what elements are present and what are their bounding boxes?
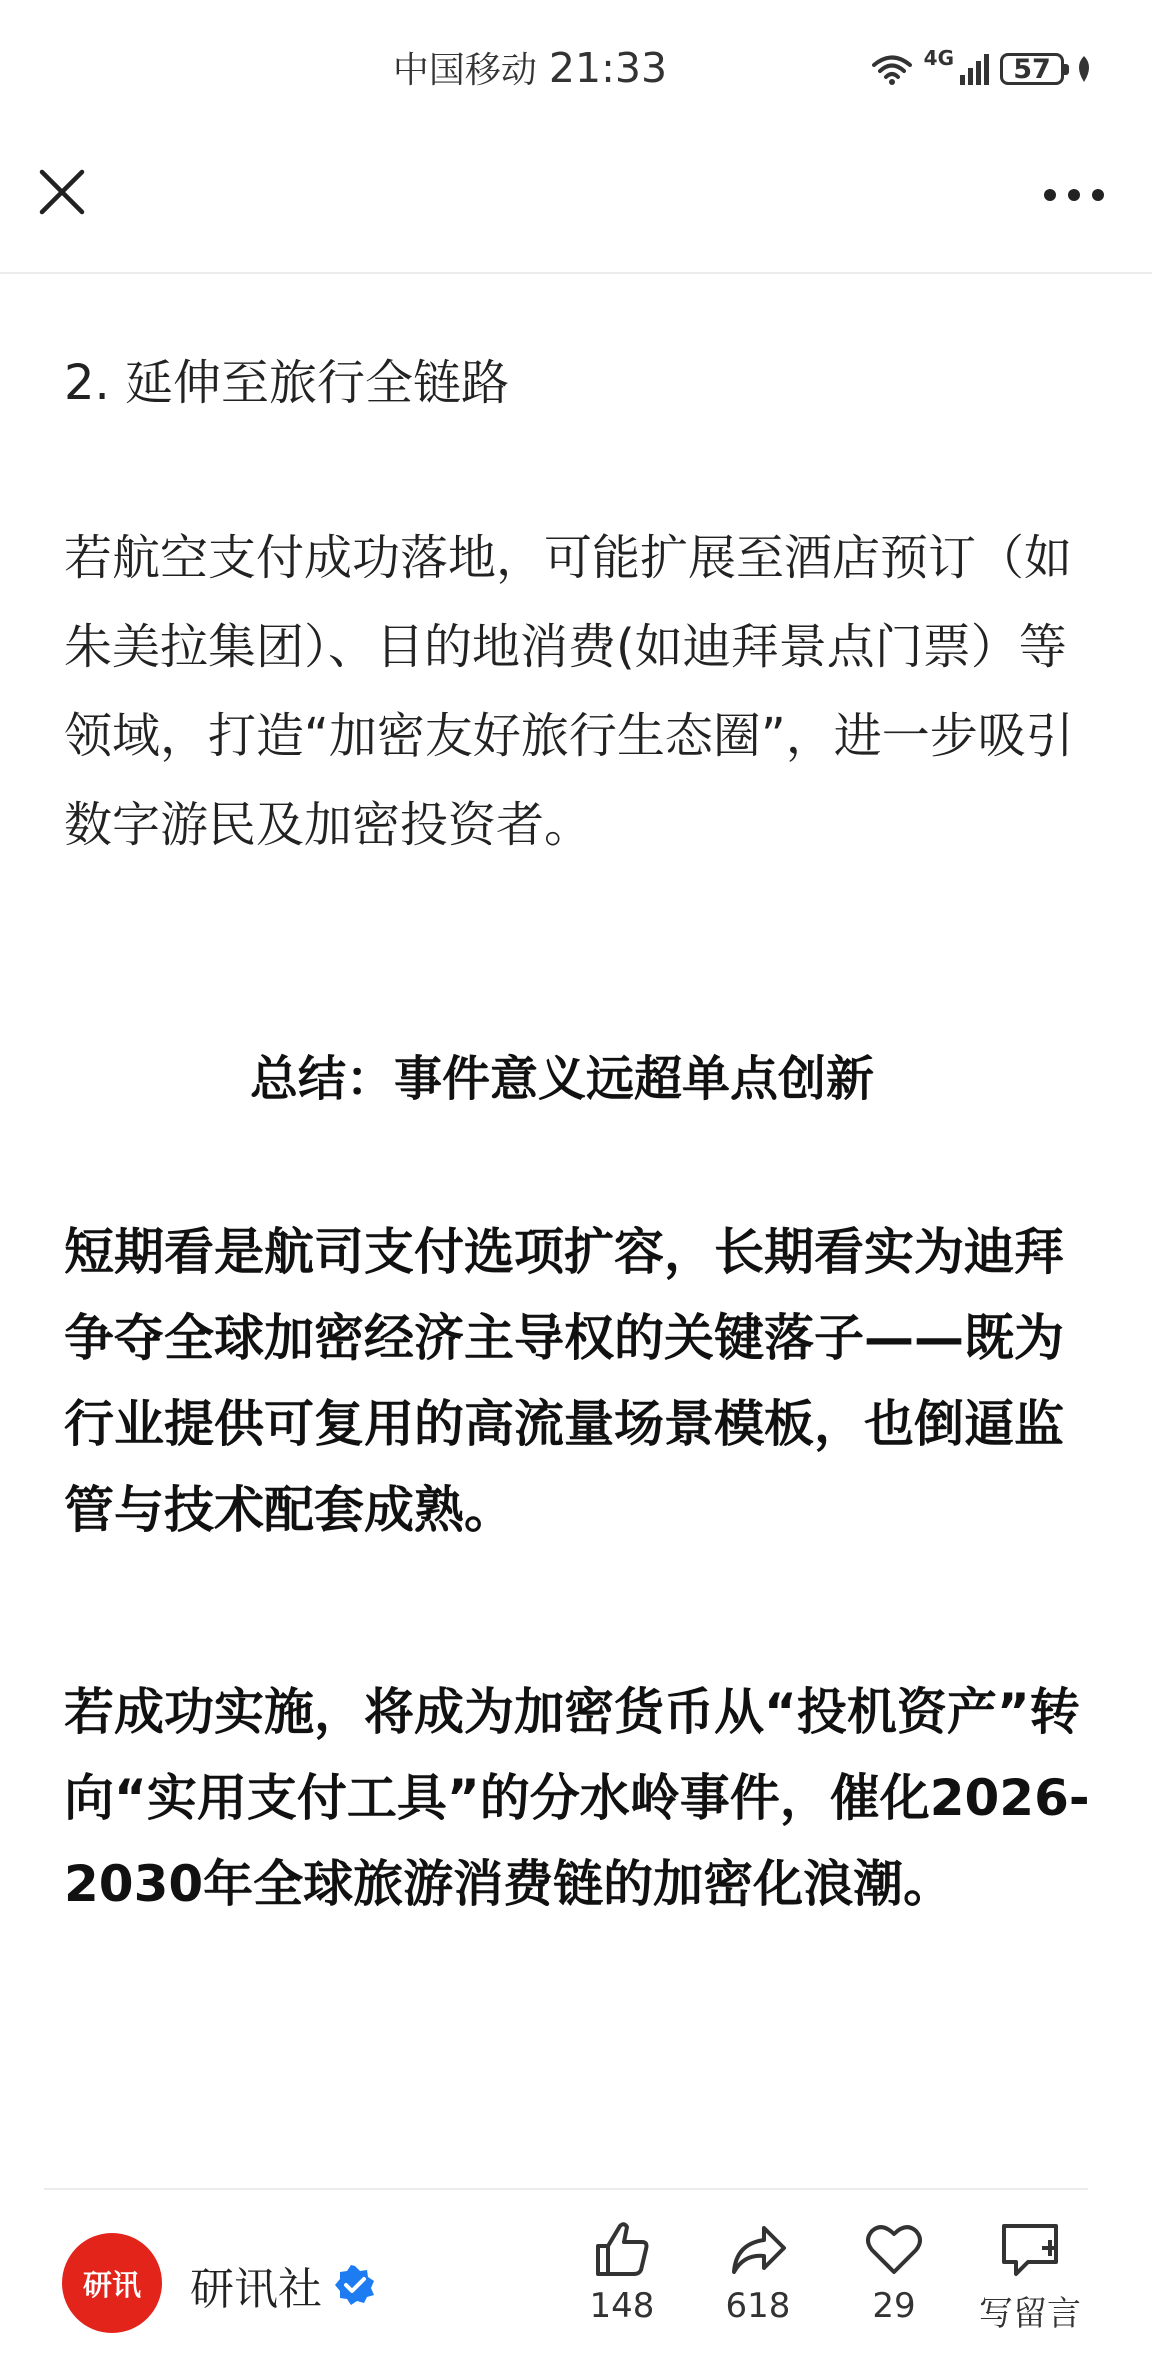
close-button[interactable] (30, 160, 94, 224)
network-type-label: 4G (923, 46, 954, 70)
favorite-count: 29 (872, 2286, 916, 2326)
author-avatar-text: 研讯 (82, 2267, 141, 2302)
share-arrow-icon (726, 2218, 790, 2282)
status-icons (870, 46, 1094, 92)
article-content (0, 274, 1152, 2174)
like-button[interactable] (562, 2218, 682, 2326)
verified-badge-icon (334, 2264, 376, 2306)
signal-icon (960, 53, 990, 85)
close-icon (30, 160, 94, 224)
more-dots-icon (1036, 175, 1112, 215)
author-avatar[interactable] (62, 2233, 162, 2333)
battery-icon (1000, 53, 1064, 85)
article-paragraph-bold: 短期看是航司支付选项扩容，长期看实为迪拜争夺全球加密经济主导权的关键落子——既为行业提供可复用的高流量场景模板，也倒逼监管与技术配套成熟。 (64, 1223, 1064, 1539)
top-navigation-bar (0, 130, 1152, 274)
section-heading: 2. 延伸至旅行全链路 (64, 355, 510, 411)
status-time: 21:33 (548, 44, 668, 92)
carrier-name: 中国移动 (392, 50, 537, 91)
favorite-button[interactable] (834, 2218, 954, 2326)
comment-label: 写留言 (979, 2294, 1081, 2334)
share-button[interactable] (698, 2218, 818, 2326)
comment-add-icon (998, 2218, 1062, 2282)
summary-heading: 总结：事件意义远超单点创新 (249, 1051, 874, 1107)
leaf-icon (1074, 54, 1094, 84)
thumbs-up-icon (590, 2218, 654, 2282)
heart-icon (862, 2218, 926, 2282)
wifi-icon (870, 52, 914, 86)
article-paragraph-bold: 若成功实施，将成为加密货币从“投机资产”转向“实用支付工具”的分水岭事件，催化2026-2030年全球旅游消费链的加密化浪潮。 (64, 1683, 1090, 1913)
status-bar (0, 0, 1152, 130)
like-count: 148 (589, 2286, 655, 2326)
divider (44, 2188, 1088, 2190)
battery-level: 57 (1013, 54, 1051, 85)
author-name[interactable]: 研讯社 (190, 2264, 322, 2315)
write-comment-button[interactable] (970, 2218, 1090, 2335)
bottom-action-bar (0, 2188, 1152, 2376)
share-count: 618 (725, 2286, 791, 2326)
article-paragraph: 若航空支付成功落地，可能扩展至酒店预订（如朱美拉集团）、目的地消费(如迪拜景点门票）等领域，打造“加密友好旅行生态圈”，进一步吸引数字游民及加密投资者。 (64, 530, 1074, 853)
more-options-button[interactable] (1036, 175, 1112, 215)
